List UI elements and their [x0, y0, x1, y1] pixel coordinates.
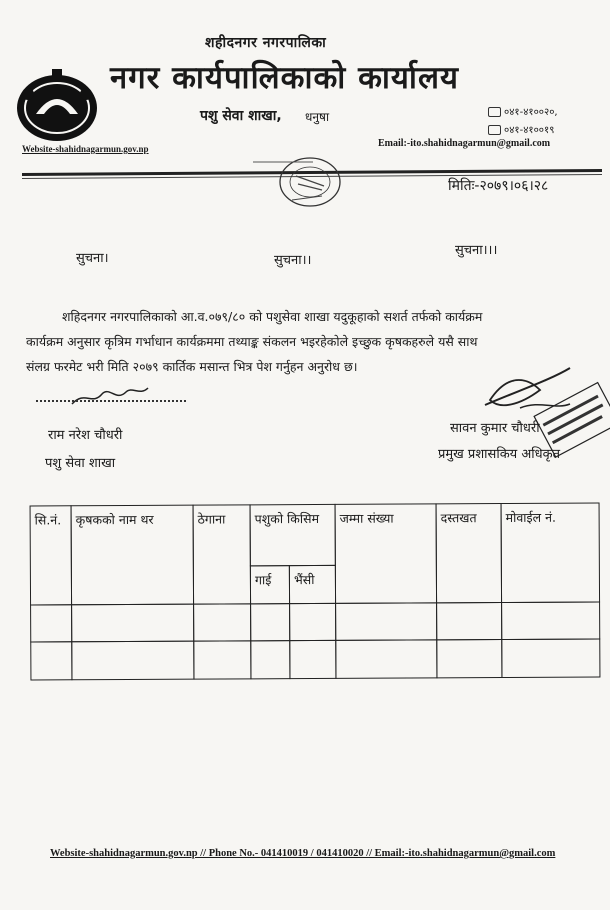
phone-icon — [488, 125, 501, 135]
table-cell[interactable] — [335, 639, 437, 679]
notice-label-2: सुचना।। — [274, 253, 312, 268]
notice-label-1: सुचना। — [76, 251, 109, 266]
phone-icon — [488, 107, 501, 117]
section-name: पशु सेवा शाखा, — [200, 108, 282, 124]
table-cell[interactable] — [289, 640, 336, 679]
left-signatory-dept: पशु सेवा शाखा — [45, 456, 116, 471]
table-cell[interactable] — [436, 639, 502, 678]
table-cell[interactable] — [250, 603, 290, 641]
municipality-name: शहीदनगर नगरपालिका — [205, 35, 327, 51]
table-cell[interactable] — [193, 603, 251, 641]
table-cell[interactable] — [71, 604, 194, 643]
table-cell[interactable] — [501, 639, 600, 679]
table-cell[interactable] — [250, 640, 290, 679]
signature-line — [36, 400, 186, 402]
col-header-name: कृषकको नाम थर — [71, 505, 195, 606]
letter-date: मितिः-२०७९।०६।२८ — [448, 178, 549, 194]
body-line-1: शहिदनगर नगरपालिकाको आ.व.०७९/८० को पशुसेवा शाखा यदुकूहाको सशर्त तर्फको कार्यक्रम — [62, 309, 483, 324]
body-line-2: कार्यक्रम अनुसार कृत्रिम गर्भाधान कार्यक्रममा तथ्याङ्क संकलन भइरहेकोले इच्छुक कृषकहरुले यसै साथ — [26, 334, 478, 349]
right-signatory-title: प्रमुख प्रशासकिय अधिकृत — [438, 447, 561, 462]
office-stamp — [248, 150, 358, 220]
col-header-address: ठेगाना — [193, 504, 252, 604]
phone-line-2 — [488, 122, 554, 136]
notice-label-3: सुचना।।। — [455, 243, 498, 258]
table-cell[interactable] — [193, 640, 251, 679]
farmer-data-table — [30, 503, 601, 681]
district-name: धनुषा — [305, 110, 330, 124]
table-cell[interactable] — [71, 641, 194, 681]
col-header-buffalo: भैंसी — [289, 565, 336, 604]
phone-number-1: ०४१-४१००२०, — [504, 107, 558, 118]
table-cell[interactable] — [436, 602, 502, 640]
table-cell[interactable] — [501, 602, 600, 641]
office-title: नगर कार्यपालिकाको कार्यालय — [110, 60, 459, 96]
header-email: Email:-ito.shahidnagarmun@gmail.com — [378, 138, 551, 149]
col-header-animal-type: पशुको किसिम — [250, 504, 336, 566]
col-header-signature: दस्तखत — [436, 503, 503, 603]
col-header-total: जम्मा संख्या — [335, 503, 438, 604]
left-signature — [70, 380, 150, 410]
col-header-mobile: मोवाईल नं. — [501, 503, 601, 604]
municipality-logo — [14, 64, 100, 144]
phone-number-2: ०४१-४१००१९ — [504, 125, 555, 136]
table-cell[interactable] — [30, 604, 72, 642]
table-cell[interactable] — [30, 641, 72, 680]
col-header-cow: गाई — [250, 565, 290, 604]
header-website: Website-shahidnagarmun.gov.np — [22, 144, 149, 154]
col-header-sn: सि.नं. — [30, 505, 73, 605]
footer-contact: Website-shahidnagarmun.gov.np // Phone No.- 041410019 / 041410020 // Email:-ito.shahidnagarmun@gmail.com — [50, 848, 556, 859]
table-cell[interactable] — [335, 602, 437, 641]
phone-line-1 — [488, 104, 558, 118]
body-line-3: संलग्र फरमेट भरी मिति २०७९ कार्तिक मसान्त भित्र पेश गर्नुहन अनुरोध छ। — [26, 359, 358, 374]
table-cell[interactable] — [289, 603, 336, 641]
right-signatory-name: सावन कुमार चौधरी — [450, 421, 540, 436]
left-signatory-name: राम नरेश चौधरी — [48, 428, 123, 443]
